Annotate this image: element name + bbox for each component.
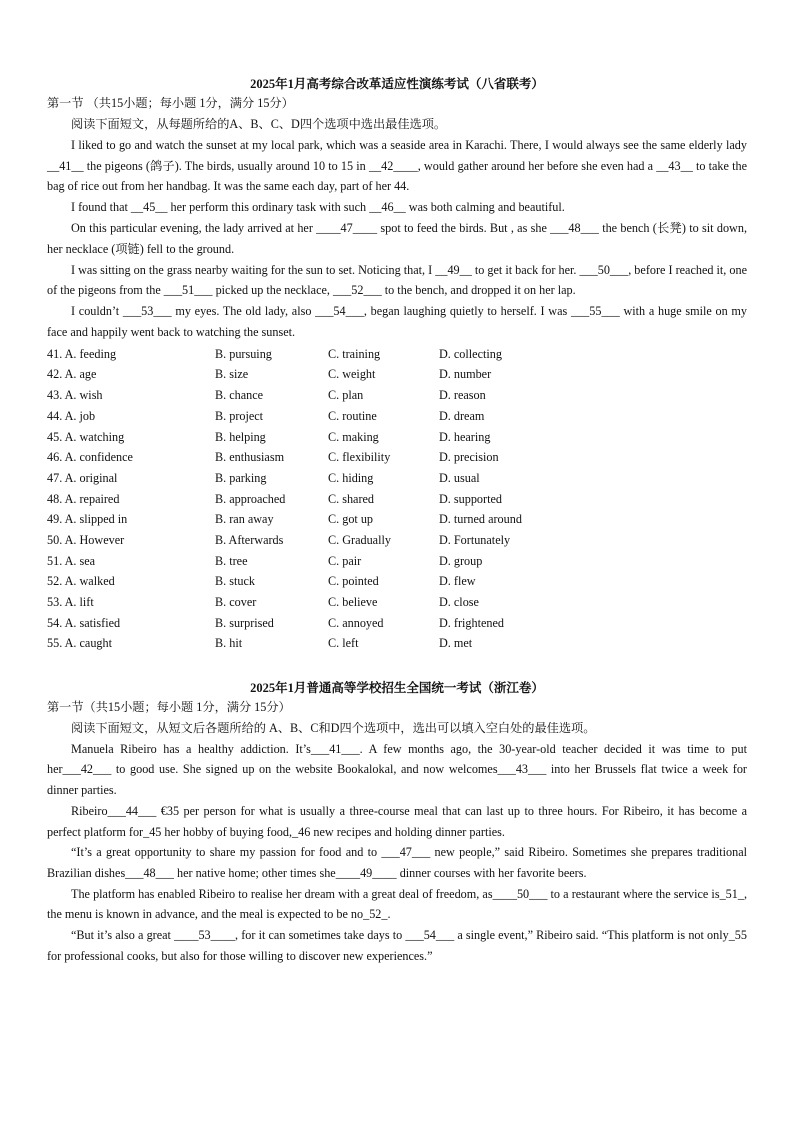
exam2-paragraph-3: “It’s a great opportunity to share my passion for food and to ___47___ new people,” said Ribeiro. Sometimes she prepares traditional Brazilian dishes___48___ her native home; other times she____49____ dinner courses with her favorite beers. — [47, 845, 747, 880]
exam1-section-heading: 第一节 （共15小题；每小题 1分，满分 15分） — [47, 96, 294, 110]
exam1-options-list — [47, 344, 747, 654]
exam2-paragraph-4: The platform has enabled Ribeiro to realise her dream with a great deal of freedom, as____50___ to a restaurant where the service is_51_, the menu is known in advance, and the meal is expected to be no_52_. — [47, 886, 747, 922]
option-a: 55. A. caught — [47, 636, 112, 651]
option-c: C. shared — [328, 491, 375, 506]
option-c: C. pair — [328, 553, 362, 568]
option-a: 54. A. satisfied — [47, 615, 121, 630]
option-b: B. parking — [215, 470, 267, 485]
option-a: 43. A. wish — [47, 388, 103, 403]
option-row-48 — [47, 489, 747, 510]
option-d: D. reason — [439, 388, 486, 403]
option-b: B. pursuing — [215, 346, 272, 361]
option-row-43 — [47, 385, 747, 406]
exam2-instruction: 阅读下面短文，从短文后各题所给的 A、B、C和D四个选项中，选出可以填入空白处的最佳选项。 — [71, 721, 596, 736]
option-c: C. Gradually — [328, 532, 391, 547]
option-c: C. believe — [328, 595, 378, 610]
option-b: B. stuck — [215, 574, 255, 589]
option-row-44 — [47, 406, 747, 427]
option-d: D. precision — [439, 450, 499, 465]
option-row-45 — [47, 427, 747, 448]
option-d: D. met — [439, 636, 473, 651]
option-b: B. chance — [215, 388, 264, 403]
exam1-paragraph-2: I found that __45__ her perform this ordinary task with such __46__ was both calming and beautiful. — [71, 200, 565, 215]
exam2-paragraph-1: Manuela Ribeiro has a healthy addiction. It’s___41___. A few months ago, the 30-year-old teacher decided it was time to put her___42___ to good use. She signed up on the website Bookalokal, and now welcomes___43___ into her Brussels flat twice a week for dinner parties. — [47, 741, 747, 798]
exam2-paragraph-5: “But it’s also a great ____53____, for it can sometimes take days to ___54___ a single event,” Ribeiro said. “This platform is not only_55 for professional cooks, but also for those willing to discover new experiences.” — [47, 928, 747, 963]
option-d: D. dream — [439, 408, 485, 423]
option-a: 53. A. lift — [47, 595, 94, 610]
option-d: D. frightened — [439, 615, 504, 630]
option-b: B. enthusiasm — [215, 450, 285, 465]
option-d: D. usual — [439, 470, 480, 485]
option-c: C. pointed — [328, 574, 379, 589]
option-row-41 — [47, 344, 747, 365]
option-a: 44. A. job — [47, 408, 96, 423]
option-d: D. group — [439, 553, 483, 568]
option-b: B. Afterwards — [215, 532, 284, 547]
option-a: 50. A. However — [47, 532, 125, 547]
option-row-46 — [47, 447, 747, 468]
option-d: D. close — [439, 595, 479, 610]
option-a: 51. A. sea — [47, 553, 96, 568]
option-b: B. project — [215, 408, 264, 423]
option-b: B. ran away — [215, 512, 274, 527]
option-b: B. cover — [215, 595, 257, 610]
option-a: 46. A. confidence — [47, 450, 133, 465]
option-a: 42. A. age — [47, 367, 97, 382]
exam1-paragraph-5: I couldn’t ___53___ my eyes. The old lady, also ___54___, began laughing quietly to herself. I was ___55___ with a huge smile on my face and happily went back to watching the sunset. — [47, 304, 747, 339]
exam2-paragraph-2: Ribeiro___44___ €35 per person for what is usually a three-course meal that can last up to three hours. For Ribeiro, it has become a perfect platform for_45 her hobby of buying food,_46 new recipes and holding dinner parties. — [47, 803, 747, 839]
option-row-53 — [47, 592, 747, 613]
option-d: D. Fortunately — [439, 532, 511, 547]
exam2-title: 2025年1月普通高等学校招生全国统一考试（浙江卷） — [250, 681, 544, 696]
option-a: 52. A. walked — [47, 574, 115, 589]
option-a: 45. A. watching — [47, 429, 125, 444]
exam1-paragraph-1: I liked to go and watch the sunset at my local park, which was a seaside area in Karachi. There, I would always see the same elderly lady __41__ the pigeons (鸽子). The birds, usually around 10 to 15 in __42____, would gather around her before she even had a __43__ to take the bag of rice out from her handbag. It was the same each day, part of her 44. — [47, 137, 747, 194]
option-row-51 — [47, 551, 747, 572]
option-c: C. routine — [328, 408, 377, 423]
option-b: B. size — [215, 367, 249, 382]
option-d: D. supported — [439, 491, 502, 506]
exam2-section-heading: 第一节（共15小题；每小题 1分，满分 15分） — [47, 700, 291, 715]
option-c: C. hiding — [328, 470, 374, 485]
option-c: C. training — [328, 346, 381, 361]
option-d: D. flew — [439, 574, 476, 589]
option-b: B. tree — [215, 553, 248, 568]
option-d: D. collecting — [439, 346, 502, 361]
option-a: 49. A. slipped in — [47, 512, 128, 527]
exam1-instruction: 阅读下面短文，从每题所给的A、B、C、D四个选项中选出最佳选项。 — [71, 117, 447, 131]
option-d: D. turned around — [439, 512, 522, 527]
option-a: 48. A. repaired — [47, 491, 120, 506]
option-row-42 — [47, 364, 747, 385]
option-row-52 — [47, 571, 747, 592]
option-b: B. approached — [215, 491, 286, 506]
option-b: B. helping — [215, 429, 266, 444]
option-c: C. plan — [328, 388, 364, 403]
option-row-55 — [47, 633, 747, 654]
option-row-50 — [47, 530, 747, 551]
option-row-49 — [47, 509, 747, 530]
option-c: C. left — [328, 636, 359, 651]
option-c: C. making — [328, 429, 379, 444]
option-b: B. surprised — [215, 615, 274, 630]
option-c: C. weight — [328, 367, 376, 382]
option-b: B. hit — [215, 636, 243, 651]
option-c: C. annoyed — [328, 615, 384, 630]
option-a: 41. A. feeding — [47, 346, 117, 361]
exam1-paragraph-3: On this particular evening, the lady arrived at her ____47____ spot to feed the birds. But , as she ___48___ the bench (长凳) to sit down, her necklace (项链) fell to the ground. — [47, 220, 747, 256]
section-spacer — [47, 654, 747, 679]
document-page — [47, 75, 747, 967]
option-d: D. number — [439, 367, 492, 382]
option-row-47 — [47, 468, 747, 489]
option-d: D. hearing — [439, 429, 491, 444]
option-c: C. flexibility — [328, 450, 391, 465]
option-row-54 — [47, 613, 747, 634]
option-c: C. got up — [328, 512, 374, 527]
option-a: 47. A. original — [47, 470, 118, 485]
exam1-paragraph-4: I was sitting on the grass nearby waiting for the sun to set. Noticing that, I __49__ to get it back for her. ___50___, before I reached it, one of the pigeons from the ___51___ picked up the necklace, ___52___ to the bench, and dropped it on her lap. — [47, 262, 747, 298]
exam1-title: 2025年1月高考综合改革适应性演练考试（八省联考） — [250, 77, 544, 91]
